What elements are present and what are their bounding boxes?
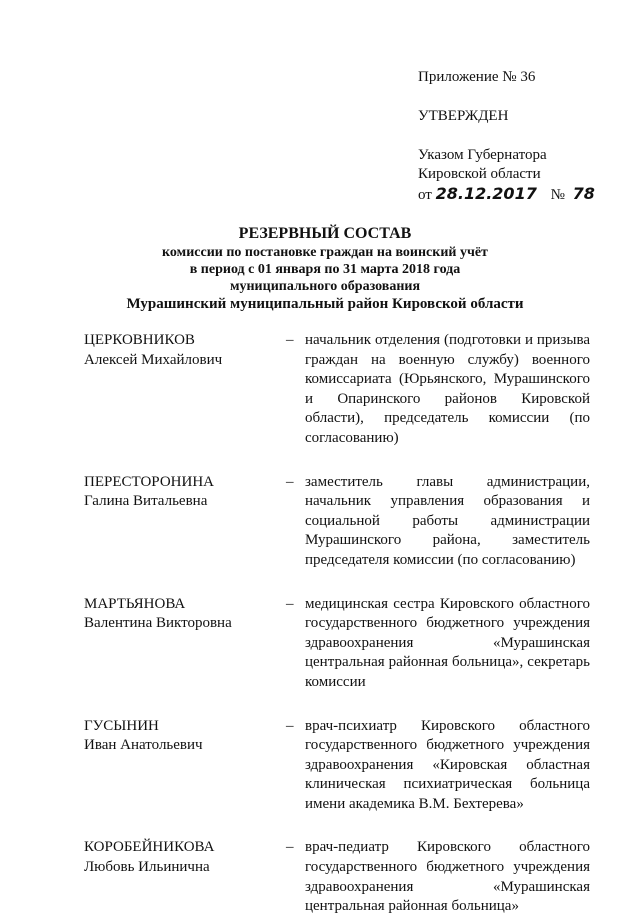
member-role: заместитель главы администрации, начальник управления образования и социальной работы администрации Мурашинского района, заместитель председателя комиссии (по согласованию) xyxy=(305,473,590,568)
member-name xyxy=(84,331,280,370)
member-name xyxy=(84,838,280,877)
approved-label: УТВЕРЖДЕН xyxy=(418,108,509,124)
member-given-name: Валентина Викторовна xyxy=(84,615,232,632)
date-prefix: от xyxy=(418,187,432,203)
member-given-name: Иван Анатольевич xyxy=(84,737,203,754)
appendix-label: Приложение № 36 xyxy=(418,69,536,85)
member-entry xyxy=(84,331,590,449)
member-role: медицинская сестра Кировского областного государственного бюджетного учреждения здравоохранения «Мурашинская центральная районная больница», секретарь комиссии xyxy=(305,595,590,690)
member-given-name: Любовь Ильинична xyxy=(84,859,210,876)
heading-line-4: Мурашинский муниципальный район Кировской области xyxy=(126,296,524,312)
member-entry xyxy=(84,838,590,916)
member-given-name: Алексей Михайлович xyxy=(84,351,223,368)
member-surname: ПЕРЕСТОРОНИНА xyxy=(84,473,214,490)
document-heading xyxy=(60,224,590,314)
number-sign: № xyxy=(550,187,565,203)
member-entry xyxy=(84,473,590,571)
approval-block xyxy=(418,68,595,205)
heading-line-3: муниципального образования xyxy=(229,279,421,294)
document-title: РЕЗЕРВНЫЙ СОСТАВ xyxy=(238,225,412,242)
decree-date-line xyxy=(418,184,595,205)
member-entry xyxy=(84,717,590,815)
decree-line-2: Кировской области xyxy=(418,166,541,182)
member-role: врач-психиатр Кировского областного государственного бюджетного учреждения здравоохранения «Кировская областная клиническая психиатрическая больница имени академика В.М. Бехтерева» xyxy=(305,717,590,812)
member-name xyxy=(84,717,280,756)
heading-line-2: в период с 01 января по 31 марта 2018 года xyxy=(189,262,461,277)
member-surname: КОРОБЕЙНИКОВА xyxy=(84,839,215,856)
member-role: начальник отделения (подготовки и призыва граждан на военную службу) военного комиссариата (Юрьянского, Мурашинского и Опаринского районов Кировской области), председатель комиссии (по согласованию) xyxy=(305,332,590,446)
member-dash: – xyxy=(286,332,294,348)
member-name xyxy=(84,595,280,634)
member-entry xyxy=(84,595,590,693)
members-list xyxy=(84,331,590,917)
member-surname: ГУСЫНИН xyxy=(84,717,159,734)
member-dash: – xyxy=(286,717,294,734)
decree-reference xyxy=(418,146,595,205)
handwritten-number: 78 xyxy=(572,184,595,203)
member-surname: ЦЕРКОВНИКОВ xyxy=(84,332,195,348)
member-role: врач-педиатр Кировского областного государственного бюджетного учреждения здравоохранения «Мурашинская центральная районная больница» xyxy=(305,839,590,915)
heading-line-1: комиссии по постановке граждан на воинский учёт xyxy=(162,245,488,260)
member-dash: – xyxy=(286,473,294,490)
handwritten-date: 28.12.2017 xyxy=(435,184,537,203)
decree-line-1: Указом Губернатора xyxy=(418,147,547,163)
member-surname: МАРТЬЯНОВА xyxy=(84,595,186,612)
member-dash: – xyxy=(286,595,294,612)
member-name xyxy=(84,473,280,512)
member-given-name: Галина Витальевна xyxy=(84,493,208,510)
member-dash: – xyxy=(286,839,294,856)
